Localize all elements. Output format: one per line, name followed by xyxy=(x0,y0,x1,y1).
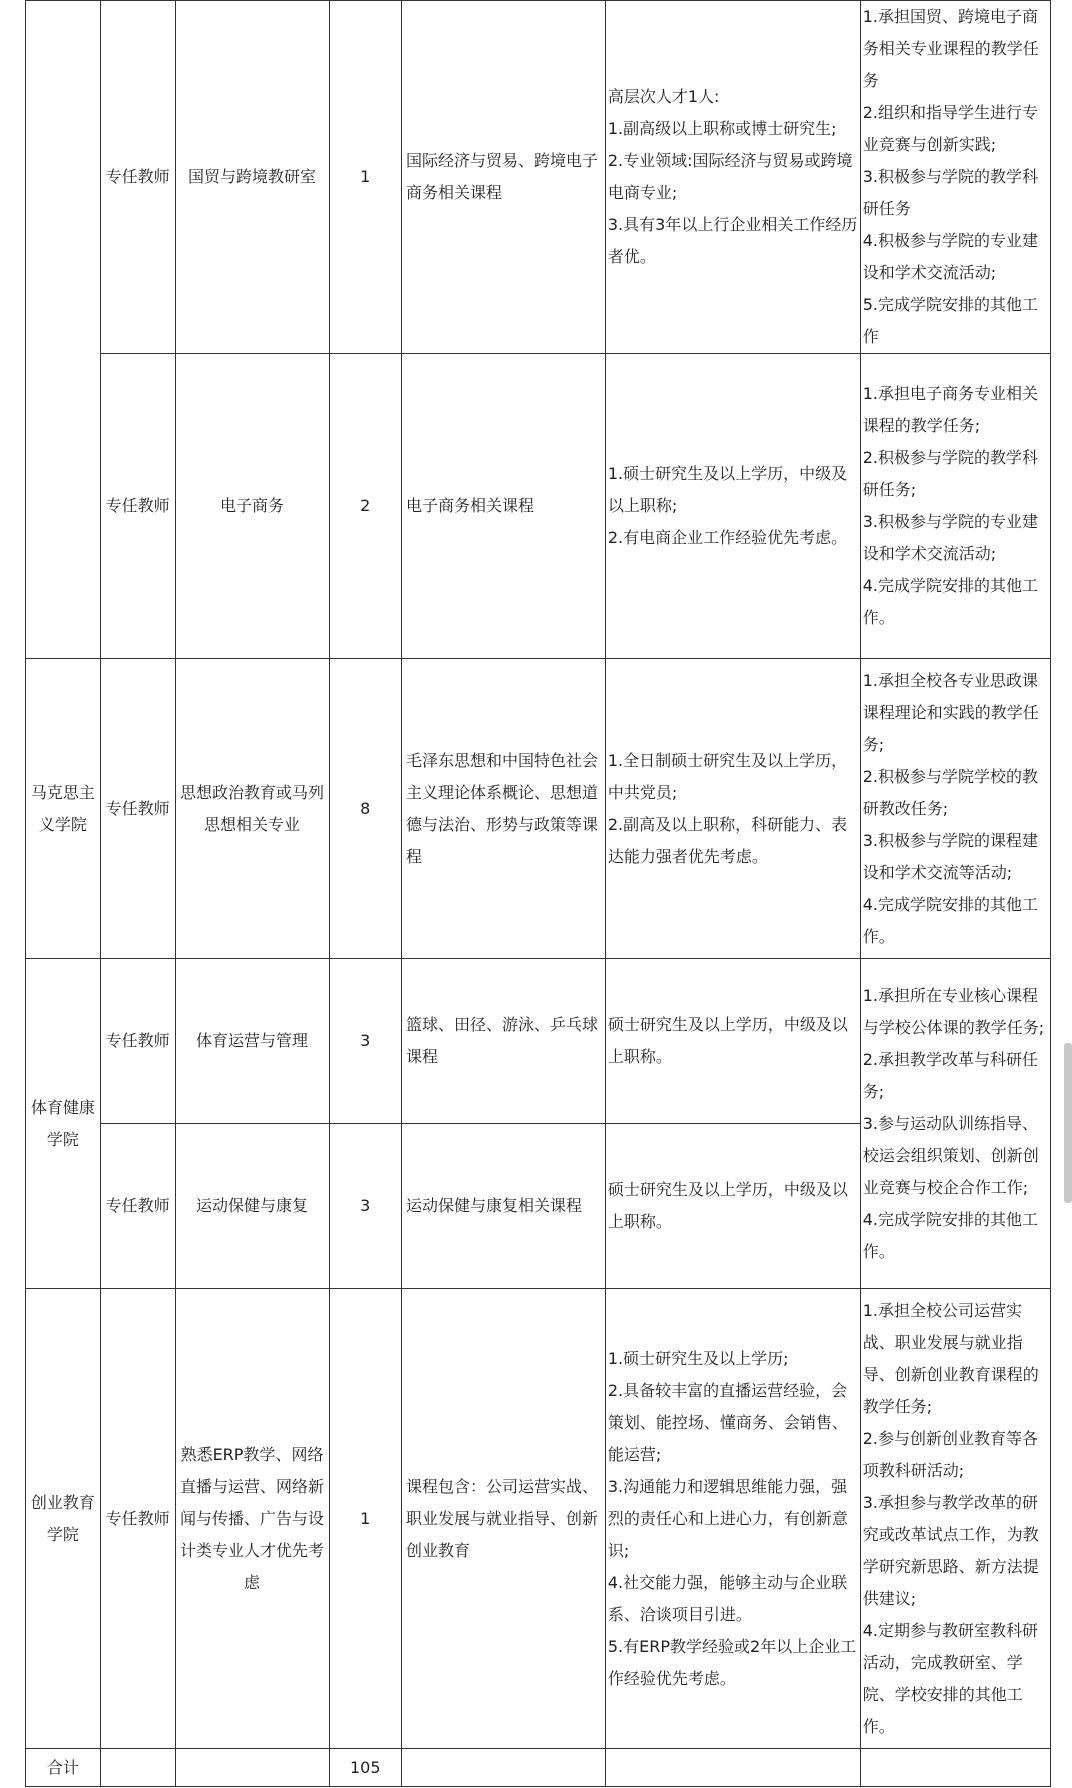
courses-cell: 课程包含：公司运营实战、职业发展与就业指导、创新创业教育 xyxy=(402,1289,606,1749)
requirement-line: 2.具备较丰富的直播运营经验，会策划、能控场、懂商务、会销售、能运营; xyxy=(607,1380,848,1464)
requirement-line: 1.硕士研究生及以上学历，中级及以上职称; xyxy=(607,464,848,515)
requirement-line: 1.硕士研究生及以上学历; xyxy=(607,1348,789,1368)
duty-line: 5.完成学院安排的其他工作 xyxy=(862,295,1038,346)
position-cell: 专任教师 xyxy=(100,1289,175,1749)
requirement-line: 3.沟通能力和逻辑思维能力强，强烈的责任心和上进心力，有创新意识; xyxy=(607,1476,848,1560)
position-cell: 专任教师 xyxy=(100,354,175,659)
total-row xyxy=(26,1749,1051,1787)
duties-cell xyxy=(860,659,1050,959)
requirement-line: 高层次人才1人: xyxy=(607,87,720,106)
requirement-line: 5.有ERP教学经验或2年以上企业工作经验优先考虑。 xyxy=(607,1636,857,1688)
college-cell xyxy=(26,1,101,659)
requirement-line: 2.有电商企业工作经验优先考虑。 xyxy=(607,528,848,547)
requirements-cell xyxy=(605,1124,860,1289)
direction-cell: 电子商务 xyxy=(175,354,329,659)
count-cell: 8 xyxy=(329,659,401,959)
table-row xyxy=(26,354,1051,659)
requirements-cell xyxy=(605,354,860,659)
duty-line: 2.承担教学改革与科研任务; xyxy=(862,1049,1038,1101)
requirement-line: 硕士研究生及以上学历，中级及以上职称。 xyxy=(607,1015,848,1066)
requirement-line: 1.全日制硕士研究生及以上学历，中共党员; xyxy=(607,750,848,802)
position-cell: 专任教师 xyxy=(100,959,175,1124)
empty-cell xyxy=(100,1749,175,1787)
position-cell: 专任教师 xyxy=(100,659,175,959)
requirement-line: 3.具有3年以上行企业相关工作经历者优。 xyxy=(607,215,858,266)
count-cell: 1 xyxy=(329,1289,401,1749)
college-cell: 创业教育学院 xyxy=(26,1289,101,1749)
courses-cell: 毛泽东思想和中国特色社会主义理论体系概论、思想道德与法治、形势与政策等课程 xyxy=(402,659,606,959)
duty-line: 4.定期参与教研室教科研活动，完成教研室、学院、学校安排的其他工作。 xyxy=(862,1620,1038,1736)
duty-line: 4.完成学院安排的其他工作。 xyxy=(862,894,1038,946)
empty-cell xyxy=(605,1749,860,1787)
direction-cell: 思想政治教育或马列思想相关专业 xyxy=(175,659,329,959)
duty-line: 2.积极参与学院的教学科研任务; xyxy=(862,448,1038,499)
duty-line: 2.组织和指导学生进行专业竞赛与创新实践; xyxy=(862,103,1038,154)
empty-cell xyxy=(402,1749,606,1787)
requirements-cell xyxy=(605,1289,860,1749)
empty-cell xyxy=(860,1749,1050,1787)
empty-cell xyxy=(175,1749,329,1787)
table-row xyxy=(26,1,1051,354)
duty-line: 3.积极参与学院的课程建设和学术交流等活动; xyxy=(862,830,1038,882)
table-row xyxy=(26,659,1051,959)
requirement-line: 1.副高级以上职称或博士研究生; xyxy=(607,119,837,138)
duties-cell xyxy=(860,959,1050,1289)
duty-line: 4.积极参与学院的专业建设和学术交流活动; xyxy=(862,231,1038,282)
duty-line: 1.承担全校各专业思政课课程理论和实践的教学任务; xyxy=(862,670,1039,754)
duties-cell xyxy=(860,1289,1050,1749)
college-cell: 马克思主义学院 xyxy=(26,659,101,959)
duty-line: 3.参与运动队训练指导、校运会组织策划、创新创业竞赛与校企合作工作; xyxy=(862,1113,1039,1197)
count-cell: 2 xyxy=(329,354,401,659)
duty-line: 2.参与创新创业教育等各项教科研活动; xyxy=(862,1428,1038,1480)
courses-cell: 运动保健与康复相关课程 xyxy=(402,1124,606,1289)
requirements-cell xyxy=(605,659,860,959)
duty-line: 1.承担全校公司运营实战、职业发展与就业指导、创新创业教育课程的教学任务; xyxy=(862,1300,1039,1416)
requirement-line: 硕士研究生及以上学历，中级及以上职称。 xyxy=(607,1180,848,1231)
table-row xyxy=(26,1289,1051,1749)
count-cell: 3 xyxy=(329,959,401,1124)
position-cell: 专任教师 xyxy=(100,1124,175,1289)
total-label: 合计 xyxy=(26,1749,101,1787)
duty-line: 3.承担参与教学改革的研究或改革试点工作，为教学研究新思路、新方法提供建议; xyxy=(862,1492,1039,1608)
position-cell: 专任教师 xyxy=(100,1,175,354)
duties-cell xyxy=(860,354,1050,659)
duties-cell xyxy=(860,1,1050,354)
count-cell: 3 xyxy=(329,1124,401,1289)
requirement-line: 2.副高及以上职称，科研能力、表达能力强者优先考虑。 xyxy=(607,814,848,866)
requirement-line: 2.专业领域:国际经济与贸易或跨境电商专业; xyxy=(607,151,853,202)
duty-line: 2.积极参与学院学校的教研教改任务; xyxy=(862,766,1038,818)
requirements-cell xyxy=(605,959,860,1124)
direction-cell: 体育运营与管理 xyxy=(175,959,329,1124)
direction-cell: 运动保健与康复 xyxy=(175,1124,329,1289)
courses-cell: 国际经济与贸易、跨境电子商务相关课程 xyxy=(402,1,606,354)
direction-cell: 熟悉ERP教学、网络直播与运营、网络新闻与传播、广告与设计类专业人才优先考虑 xyxy=(175,1289,329,1749)
requirement-line: 4.社交能力强，能够主动与企业联系、洽谈项目引进。 xyxy=(607,1572,848,1624)
duty-line: 3.积极参与学院的专业建设和学术交流活动; xyxy=(862,512,1038,563)
duty-line: 4.完成学院安排的其他工作。 xyxy=(862,1209,1038,1261)
duty-line: 1.承担电子商务专业相关课程的教学任务; xyxy=(862,384,1038,435)
duty-line: 4.完成学院安排的其他工作。 xyxy=(862,576,1038,627)
count-cell: 1 xyxy=(329,1,401,354)
requirements-cell xyxy=(605,1,860,354)
duty-line: 3.积极参与学院的教学科研任务 xyxy=(862,167,1038,218)
direction-cell: 国贸与跨境教研室 xyxy=(175,1,329,354)
college-cell: 体育健康学院 xyxy=(26,959,101,1289)
courses-cell: 篮球、田径、游泳、乒乓球课程 xyxy=(402,959,606,1124)
table-row xyxy=(26,959,1051,1124)
duty-line: 1.承担所在专业核心课程与学校公体课的教学任务; xyxy=(862,985,1045,1037)
duty-line: 1.承担国贸、跨境电子商务相关专业课程的教学任务 xyxy=(862,7,1039,90)
courses-cell: 电子商务相关课程 xyxy=(402,354,606,659)
total-count: 105 xyxy=(329,1749,401,1787)
scrollbar-thumb[interactable] xyxy=(1064,1043,1072,1203)
recruitment-table xyxy=(25,0,1051,1787)
